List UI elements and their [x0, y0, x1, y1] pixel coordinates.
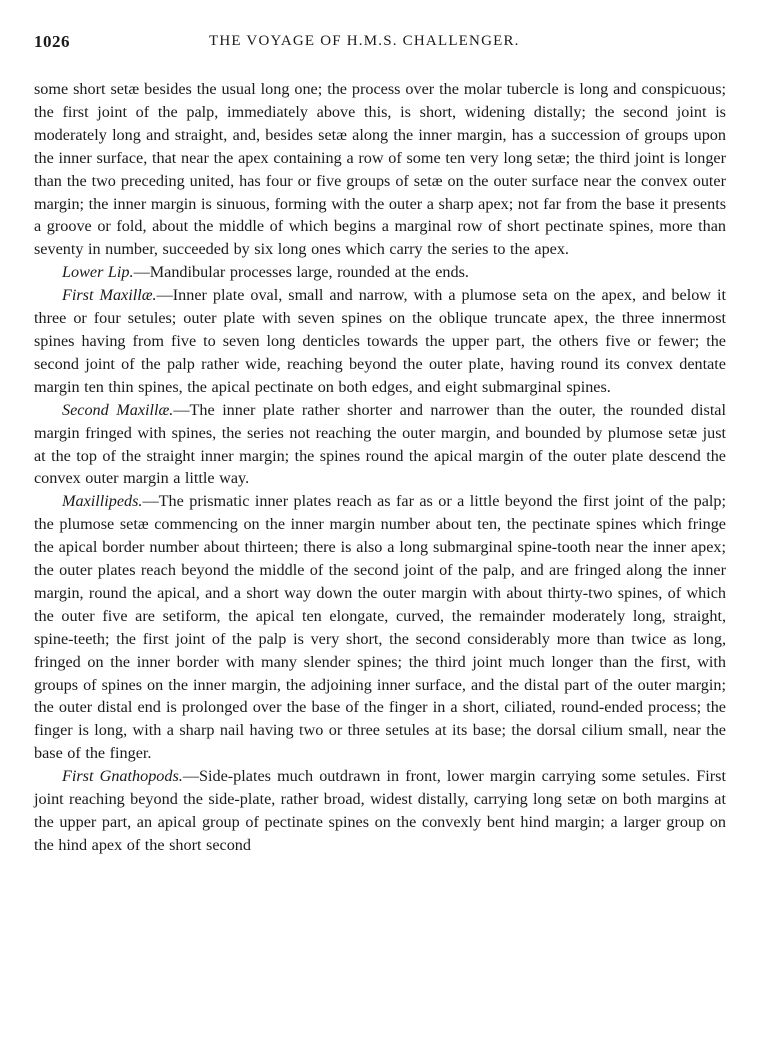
page-header: [34, 30, 726, 58]
paragraph-first-gnathopods: [34, 765, 726, 857]
paragraph-text: —Mandibular processes large, rounded at the ends.: [133, 263, 469, 282]
section-heading-first-maxillae: First Maxillæ.: [62, 286, 157, 305]
running-title: THE VOYAGE OF H.M.S. CHALLENGER.: [209, 33, 520, 49]
paragraph-text: some short setæ besides the usual long one; the process over the molar tubercle is long and conspicuous; the first joint of the palp, immediately above this, is short, widening distally; the second joint is moderately long and straight, and, besides setæ along the inner margin, has a succession of groups upon the inner surface, that near the apex containing a row of some ten very long setæ; the third joint is longer than the two preceding united, has four or five groups of setæ on the outer surface near the convex outer margin; the inner margin is sinuous, forming with the outer a sharp apex; not far from the base it presents a groove or fold, about the middle of which begins a marginal row of short pectinate spines, more than seventy in number, succeeded by six long ones which carry the series to the apex.: [34, 80, 726, 259]
page-number: 1026: [34, 32, 70, 51]
section-heading-lower-lip: Lower Lip.: [62, 263, 134, 282]
section-heading-maxillipeds: Maxillipeds.: [62, 492, 143, 511]
paragraph-text: —Inner plate oval, small and narrow, with a plumose seta on the apex, and below it three or four setules; outer plate with seven spines on the oblique truncate apex, the three innermost spines having from five to seven long denticles towards the upper part, the others five or fewer; the second joint of the palp rather wide, reaching beyond the outer plate, having round its convex dentate margin ten thin spines, the apical pectinate on both edges, and eight submarginal spines.: [34, 286, 726, 396]
paragraph-second-maxillae: [34, 399, 726, 491]
paragraph-text: —Side-plates much outdrawn in front, lower margin carrying some setules. First joint reaching beyond the side-plate, rather broad, widest distally, carrying long setæ on both margins at the upper part, an apical group of pectinate spines on the convexly bent hind margin; a larger group on the hind apex of the short second: [34, 767, 726, 854]
paragraph-maxillipeds: [34, 490, 726, 765]
section-heading-first-gnathopods: First Gnathopods.: [62, 767, 183, 786]
document-page: [34, 30, 726, 857]
paragraph-text: —The prismatic inner plates reach as far as or a little beyond the first joint of the palp; the plumose setæ commencing on the inner margin number about ten, the pectinate spines which fringe the apical border number about thirteen; there is also a long submarginal spine-tooth near the inner apex; the outer plates reach beyond the middle of the second joint of the palp, and are fringed along the inner margin, round the apical, and a short way down the outer margin with about thirty-two spines, of which the outer five are setiform, the apical ten elongate, curved, the remainder moderately long, straight, spine-teeth; the first joint of the palp is very short, the second considerably more than twice as long, fringed on the inner border with many slender spines; the third joint much longer than the first, with groups of spines on the inner margin, the adjoining inner surface, and the distal part of the outer margin; the outer distal end is prolonged over the base of the finger in a short, ciliated, round-ended process; the finger is long, with a sharp nail having two or three setules at its base; the dorsal cilium small, near the base of the finger.: [34, 492, 726, 763]
paragraph-text: —The inner plate rather shorter and narrower than the outer, the rounded distal margin fringed with spines, the series not reaching the outer margin, and bounded by plumose setæ just at the top of the straight inner margin; the spines round the apical margin of the outer plate descend the convex outer margin a little way.: [34, 400, 726, 488]
section-heading-second-maxillae: Second Maxillæ.: [62, 400, 174, 419]
paragraph-first-maxillae: [34, 284, 726, 399]
body-text: [34, 78, 726, 857]
paragraph-lower-lip: [34, 261, 726, 284]
paragraph-continuation: [34, 78, 726, 261]
